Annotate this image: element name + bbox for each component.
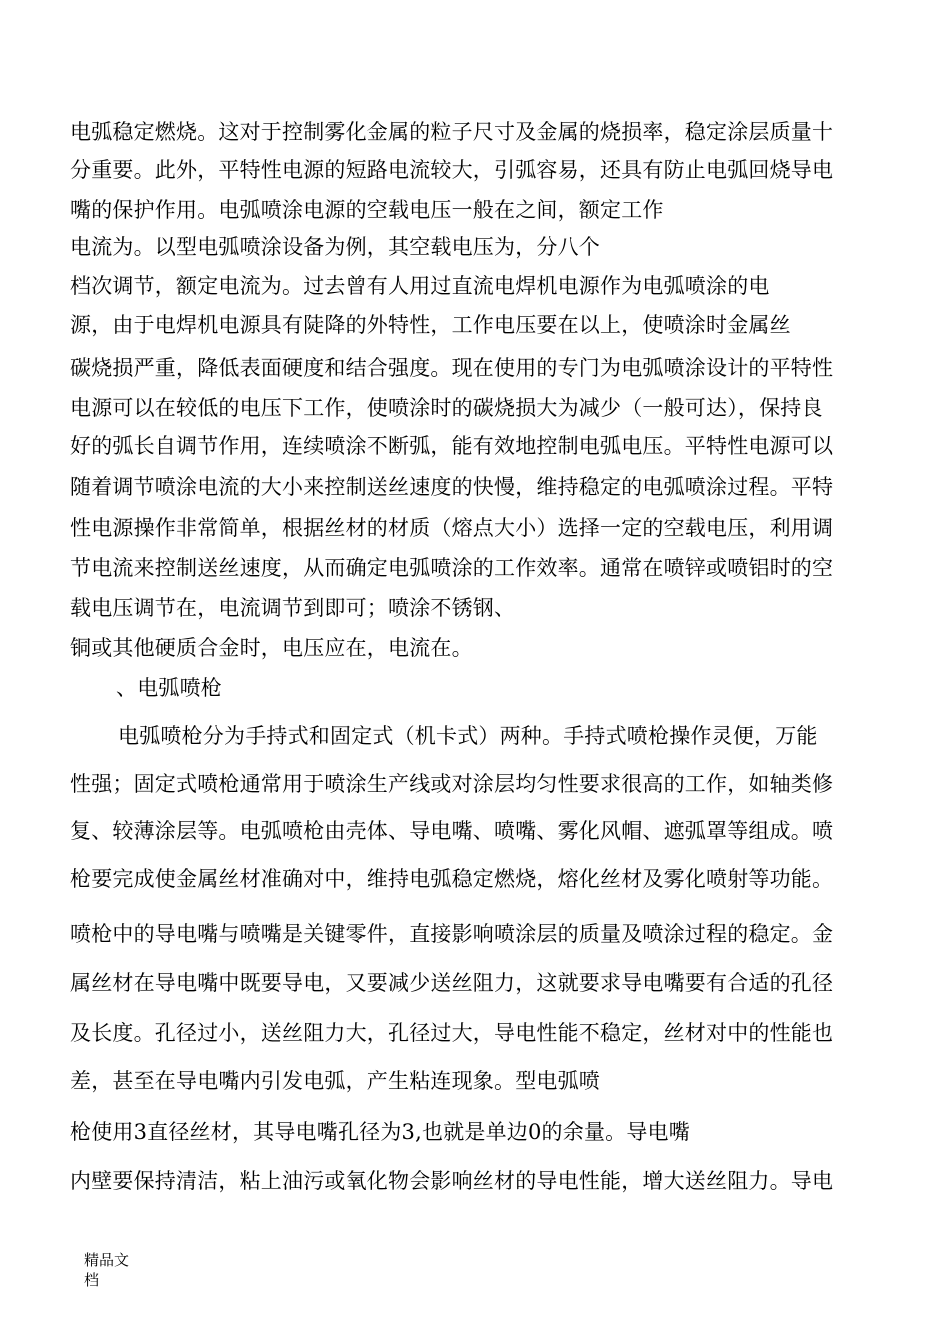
body-text-line: 电源可以在较低的电压下工作，使喷涂时的碳烧损大为减少（一般可达），保持良 xyxy=(70,396,823,420)
body-text-line: 档次调节，额定电流为。过去曾有人用过直流电焊机电源作为电弧喷涂的电 xyxy=(70,274,770,298)
body-text-line: 喷枪中的导电嘴与喷嘴是关键零件，直接影响喷涂层的质量及喷涂过程的稳定。金 xyxy=(70,922,834,946)
body-text-line: 枪使用3直径丝材，其导电嘴孔径为3,也就是单边0的余量。导电嘴 xyxy=(70,1120,690,1144)
body-text-line: 性强；固定式喷枪通常用于喷涂生产线或对涂层均匀性要求很高的工作，如轴类修 xyxy=(70,772,834,796)
body-text-line: 源，由于电焊机电源具有陡降的外特性，工作电压要在以上，使喷涂时金属丝 xyxy=(70,313,791,337)
body-text-line: 枪要完成使金属丝材准确对中，维持电弧稳定燃烧，熔化丝材及雾化喷射等功能。 xyxy=(70,867,834,891)
body-text-line: 节电流来控制送丝速度，从而确定电弧喷涂的工作效率。通常在喷锌或喷铝时的空 xyxy=(70,556,834,580)
section-heading: 、电弧喷枪 xyxy=(116,676,222,700)
body-text-line: 及长度。孔径过小，送丝阻力大，孔径过大，导电性能不稳定，丝材对中的性能也 xyxy=(70,1021,834,1045)
body-text-line: 碳烧损严重，降低表面硬度和结合强度。现在使用的专门为电弧喷涂设计的平特性 xyxy=(70,356,834,380)
body-text-line: 内壁要保持清洁，粘上油污或氧化物会影响丝材的导电性能，增大送丝阻力。导电 xyxy=(70,1169,834,1193)
body-text-line: 嘴的保护作用。电弧喷涂电源的空载电压一般在之间，额定工作 xyxy=(70,198,664,222)
paragraph-first-line: 电弧喷枪分为手持式和固定式（机卡式）两种。手持式喷枪操作灵便，万能 xyxy=(118,724,818,748)
body-text-line: 复、较薄涂层等。电弧喷枪由壳体、导电嘴、喷嘴、雾化风帽、遮弧罩等组成。喷 xyxy=(70,819,834,843)
body-text-line: 分重要。此外，平特性电源的短路电流较大，引弧容易，还具有防止电弧回烧导电 xyxy=(70,158,834,182)
footer-text-line-2: 档 xyxy=(84,1271,100,1289)
body-text-line: 好的弧长自调节作用，连续喷涂不断弧，能有效地控制电弧电压。平特性电源可以 xyxy=(70,434,834,458)
body-text-line: 差，甚至在导电嘴内引发电弧，产生粘连现象。型电弧喷 xyxy=(70,1069,600,1093)
body-text-line: 属丝材在导电嘴中既要导电，又要减少送丝阻力，这就要求导电嘴要有合适的孔径 xyxy=(70,971,834,995)
body-text-line: 随着调节喷涂电流的大小来控制送丝速度的快慢，维持稳定的电弧喷涂过程。平特 xyxy=(70,475,834,499)
body-text-line: 载电压调节在，电流调节到即可；喷涂不锈钢、 xyxy=(70,596,516,620)
body-text-line: 电弧稳定燃烧。这对于控制雾化金属的粒子尺寸及金属的烧损率，稳定涂层质量十 xyxy=(70,120,834,144)
body-text-line: 电流为。以型电弧喷涂设备为例，其空载电压为，分八个 xyxy=(70,235,600,259)
body-text-line: 性电源操作非常简单，根据丝材的材质（熔点大小）选择一定的空载电压，利用调 xyxy=(70,516,834,540)
body-text-line: 铜或其他硬质合金时，电压应在，电流在。 xyxy=(70,636,473,660)
footer-text-line-1: 精品文 xyxy=(84,1251,130,1269)
footer-watermark xyxy=(84,1250,154,1290)
